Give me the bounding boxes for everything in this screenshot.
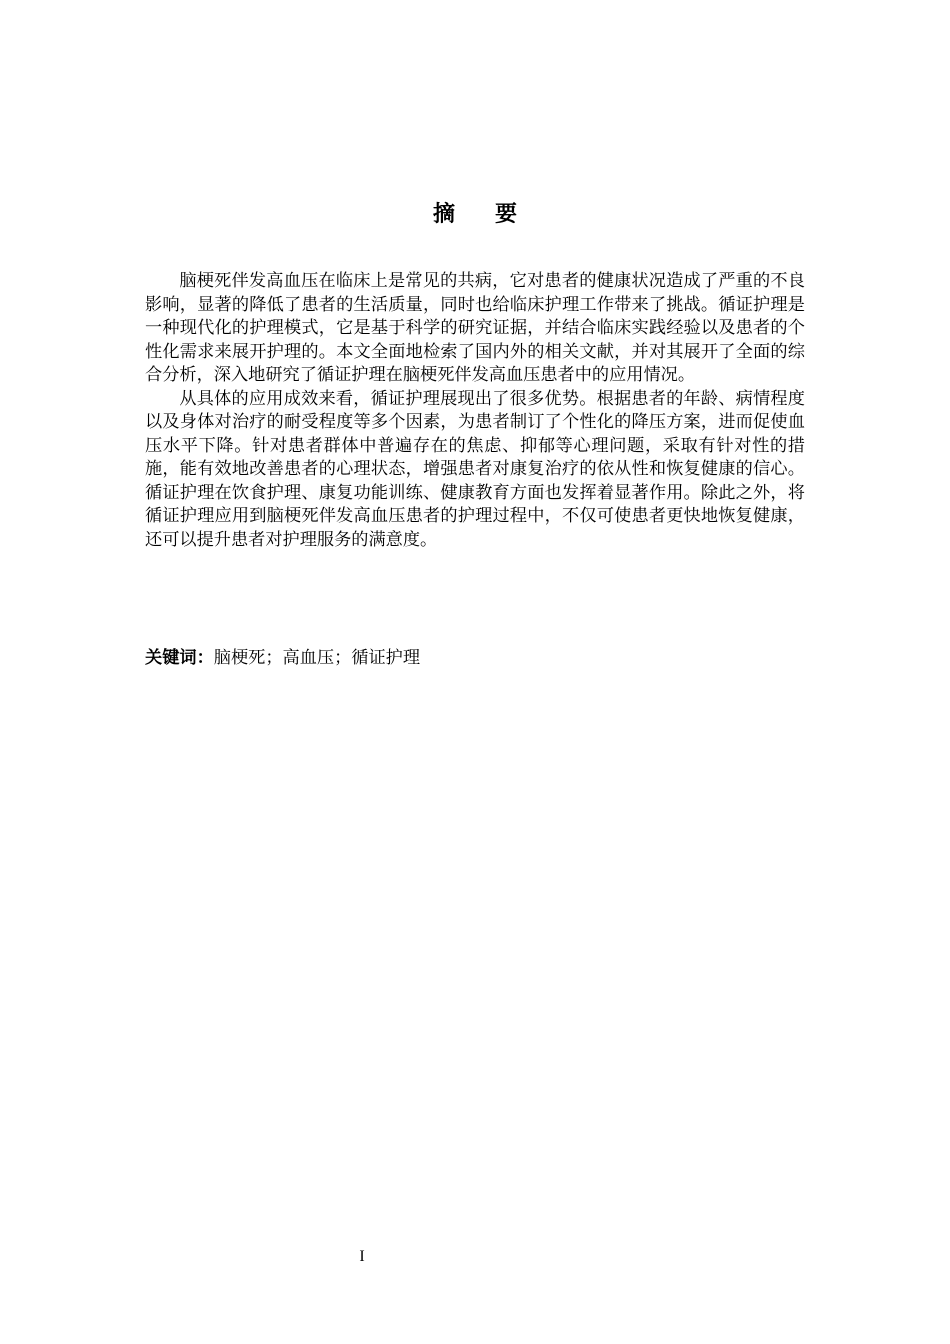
keywords-value: 脑梗死；高血压；循证护理	[213, 648, 421, 668]
abstract-title: 摘要	[432, 202, 557, 227]
keywords-label: 关键词：	[145, 648, 214, 668]
abstract-paragraph-2: 从具体的应用成效来看，循证护理展现出了很多优势。根据患者的年龄、病情程度以及身体对治疗的耐受程度等多个因素，为患者制订了个性化的降压方案，进而促使血压水平下降。针对患者群体中普遍存在的焦虑、抑郁等心理问题，采取有针对性的措施，能有效地改善患者的心理状态，增强患者对康复治疗的依从性和恢复健康的信心。循证护理在饮食护理、康复功能训练、健康教育方面也发挥着显著作用。除此之外，将循证护理应用到脑梗死伴发高血压患者的护理过程中，不仅可使患者更快地恢复健康，还可以提升患者对护理服务的满意度。	[145, 388, 805, 550]
page-number: I	[359, 1248, 365, 1265]
keywords-line	[145, 647, 805, 670]
abstract-body	[145, 270, 805, 552]
abstract-paragraph-1: 脑梗死伴发高血压在临床上是常见的共病，它对患者的健康状况造成了严重的不良影响，显著的降低了患者的生活质量，同时也给临床护理工作带来了挑战。循证护理是一种现代化的护理模式，它是基于科学的研究证据，并结合临床实践经验以及患者的个性化需求来展开护理的。本文全面地检索了国内外的相关文献，并对其展开了全面的综合分析，深入地研究了循证护理在脑梗死伴发高血压患者中的应用情况。	[145, 271, 805, 385]
